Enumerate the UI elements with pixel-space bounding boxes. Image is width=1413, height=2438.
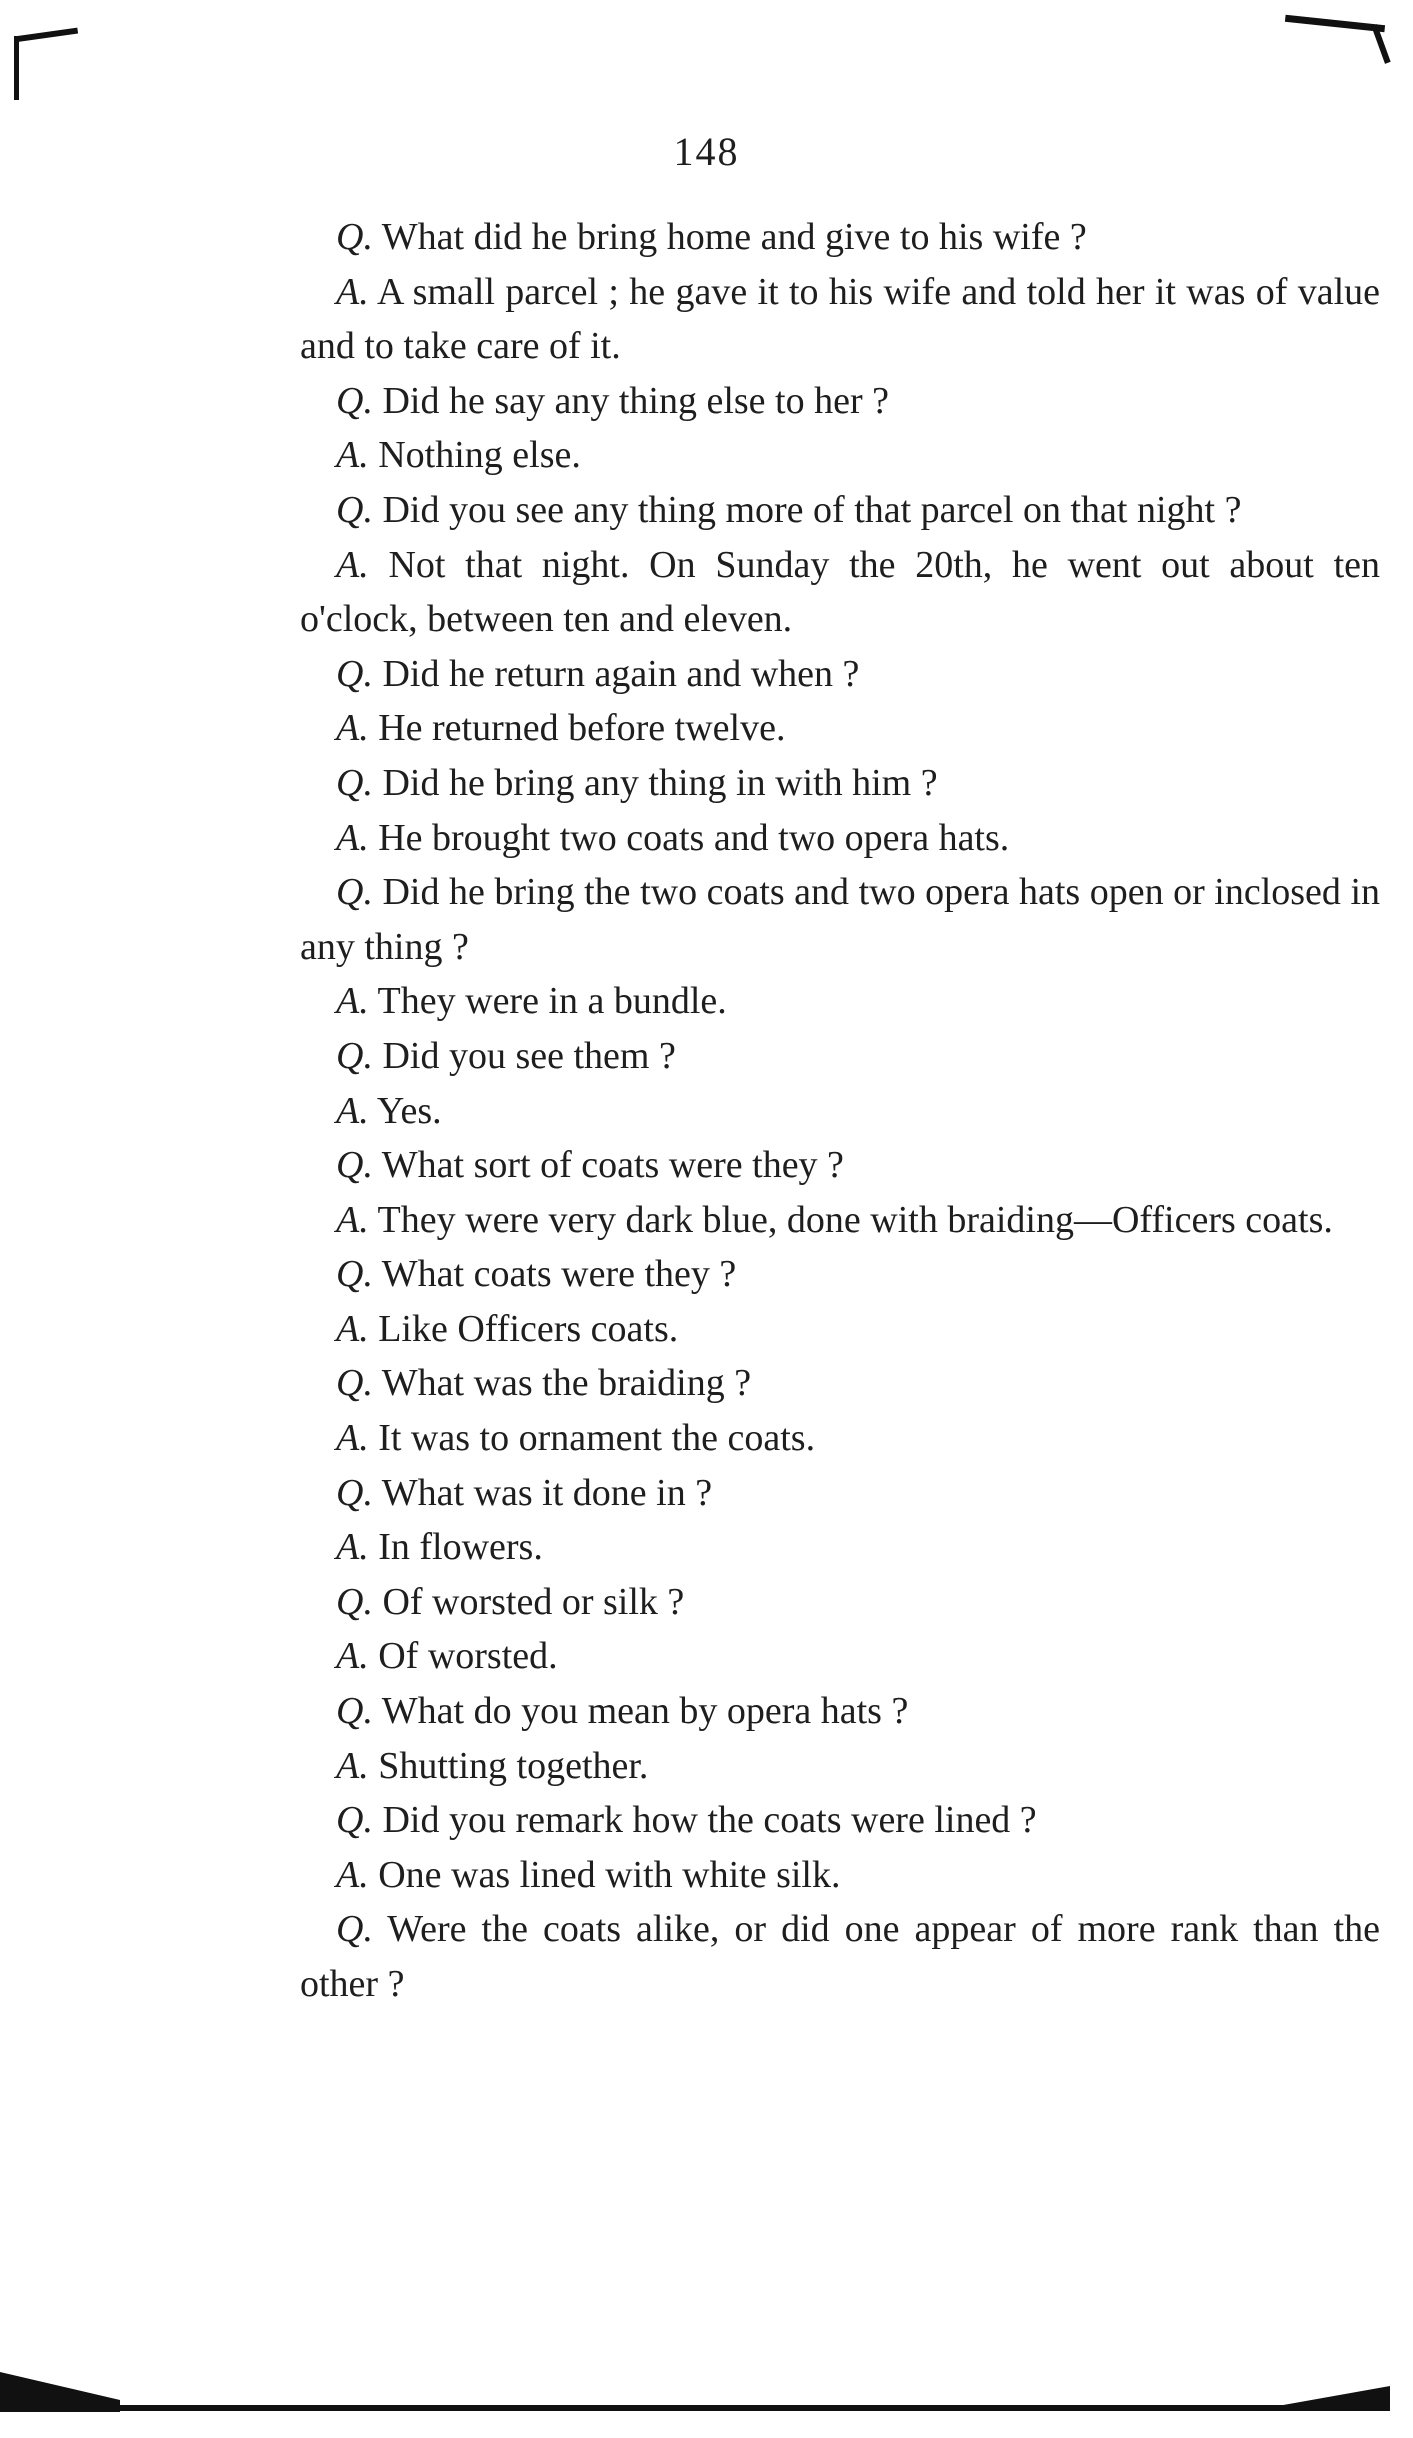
dialogue-line-text: It was to ornament the coats.	[378, 1417, 816, 1460]
dialogue-line-text: One was lined with white silk.	[378, 1853, 841, 1896]
dialogue-line-text: What did he bring home and give to his wife ?	[381, 216, 1087, 258]
question-paragraph	[300, 865, 1380, 974]
speaker-label: Q.	[336, 871, 373, 914]
question-paragraph	[300, 1466, 1380, 1521]
dialogue-line-text: Did he bring the two coats and two opera hats open or inclosed in any thing ?	[300, 871, 1381, 968]
speaker-label: Q.	[336, 1580, 373, 1623]
speaker-label: Q.	[336, 379, 373, 422]
dialogue-line-text: A small parcel ; he gave it to his wife and told her it was of value and to take care of it.	[300, 270, 1380, 368]
speaker-label: Q.	[336, 652, 373, 695]
scan-edge-mark-left	[14, 36, 19, 100]
scan-bottom-right-mark	[1250, 2386, 1390, 2411]
scan-corner-mark-top-right	[1285, 15, 1385, 32]
question-paragraph	[300, 1902, 1380, 2011]
question-paragraph	[300, 1793, 1380, 1848]
speaker-label: Q.	[336, 488, 373, 531]
question-paragraph	[300, 1247, 1380, 1302]
speaker-label: Q.	[336, 1144, 373, 1187]
dialogue-line-text: What was the braiding ?	[381, 1362, 752, 1405]
speaker-label: Q.	[336, 1471, 373, 1514]
speaker-label: A.	[336, 434, 369, 477]
scan-bottom-edge-line	[100, 2405, 1360, 2411]
question-paragraph	[300, 1029, 1380, 1084]
dialogue-line-text: Nothing else.	[378, 434, 581, 477]
answer-paragraph	[300, 1193, 1380, 1248]
question-paragraph	[300, 1575, 1380, 1630]
dialogue-line-text: Yes.	[376, 1089, 442, 1132]
speaker-label: Q.	[336, 1908, 373, 1951]
question-paragraph	[300, 483, 1380, 538]
dialogue-line-text: Shutting together.	[378, 1744, 649, 1787]
speaker-label: Q.	[336, 1034, 373, 1077]
question-paragraph	[300, 1138, 1380, 1193]
question-paragraph	[300, 1356, 1380, 1411]
dialogue-line-text: Did he return again and when ?	[382, 652, 860, 695]
scan-corner-mark-top-left	[14, 28, 78, 43]
speaker-label: A.	[336, 980, 369, 1023]
speaker-label: A.	[336, 1526, 369, 1569]
dialogue-line-text: What was it done in ?	[381, 1471, 713, 1514]
speaker-label: Q.	[336, 1253, 373, 1296]
dialogue-line-text: He returned before twelve.	[378, 707, 786, 750]
speaker-label: Q.	[336, 1799, 373, 1842]
speaker-label: A.	[336, 543, 369, 586]
speaker-label: Q.	[336, 1690, 373, 1733]
dialogue-line-text: Were the coats alike, or did one appear of more rank than the other ?	[300, 1908, 1380, 2005]
dialogue-line-text: Not that night. On Sunday the 20th, he went out about ten o'clock, between ten and eleven.	[300, 543, 1380, 641]
answer-paragraph	[300, 538, 1380, 647]
speaker-label: A.	[336, 1198, 369, 1241]
answer-paragraph	[300, 1629, 1380, 1684]
question-paragraph	[300, 1684, 1380, 1739]
dialogue-line-text: What sort of coats were they ?	[381, 1144, 844, 1187]
dialogue-line-text: Like Officers coats.	[378, 1307, 679, 1350]
dialogue-line-text: Did you see them ?	[382, 1034, 676, 1077]
question-paragraph	[300, 374, 1380, 429]
speaker-label: A.	[336, 1853, 369, 1896]
dialogue-line-text: He brought two coats and two opera hats.	[378, 816, 1010, 859]
dialogue-line-text: Did he say any thing else to her ?	[382, 379, 889, 422]
speaker-label: Q.	[336, 761, 373, 804]
answer-paragraph	[300, 1848, 1380, 1903]
dialogue-line-text: What do you mean by opera hats ?	[381, 1690, 909, 1733]
answer-paragraph	[300, 428, 1380, 483]
page-number: 148	[673, 129, 740, 174]
answer-paragraph	[300, 1411, 1380, 1466]
answer-paragraph	[300, 1739, 1380, 1794]
answer-paragraph	[300, 1084, 1380, 1139]
answer-paragraph	[300, 1520, 1380, 1575]
dialogue-line-text: Of worsted or silk ?	[382, 1580, 685, 1623]
answer-paragraph	[300, 265, 1380, 374]
question-paragraph	[300, 756, 1380, 811]
dialogue-text	[300, 210, 1380, 2012]
dialogue-line-text: In flowers.	[378, 1526, 543, 1569]
dialogue-line-text: What coats were they ?	[381, 1253, 737, 1296]
speaker-label: A.	[336, 1635, 369, 1678]
speaker-label: A.	[336, 1089, 369, 1132]
speaker-label: A.	[336, 270, 369, 313]
answer-paragraph	[300, 1302, 1380, 1357]
answer-paragraph	[300, 974, 1380, 1029]
dialogue-line-text: Did you remark how the coats were lined ?	[382, 1799, 1037, 1842]
answer-paragraph	[300, 811, 1380, 866]
speaker-label: A.	[336, 1417, 369, 1460]
speaker-label: A.	[336, 1744, 369, 1787]
dialogue-line-text: They were in a bundle.	[377, 980, 727, 1023]
question-paragraph	[300, 647, 1380, 702]
dialogue-line-text: Did he bring any thing in with him ?	[382, 761, 938, 804]
speaker-label: Q.	[336, 1362, 373, 1405]
dialogue-line-text: Did you see any thing more of that parcel on that night ?	[382, 488, 1242, 531]
dialogue-line-text: Of worsted.	[378, 1635, 558, 1678]
question-paragraph	[300, 210, 1380, 265]
speaker-label: Q.	[336, 216, 373, 258]
speaker-label: A.	[336, 1307, 369, 1350]
speaker-label: A.	[336, 707, 369, 750]
speaker-label: A.	[336, 816, 369, 859]
answer-paragraph	[300, 701, 1380, 756]
dialogue-line-text: They were very dark blue, done with braiding—Officers coats.	[377, 1198, 1333, 1241]
